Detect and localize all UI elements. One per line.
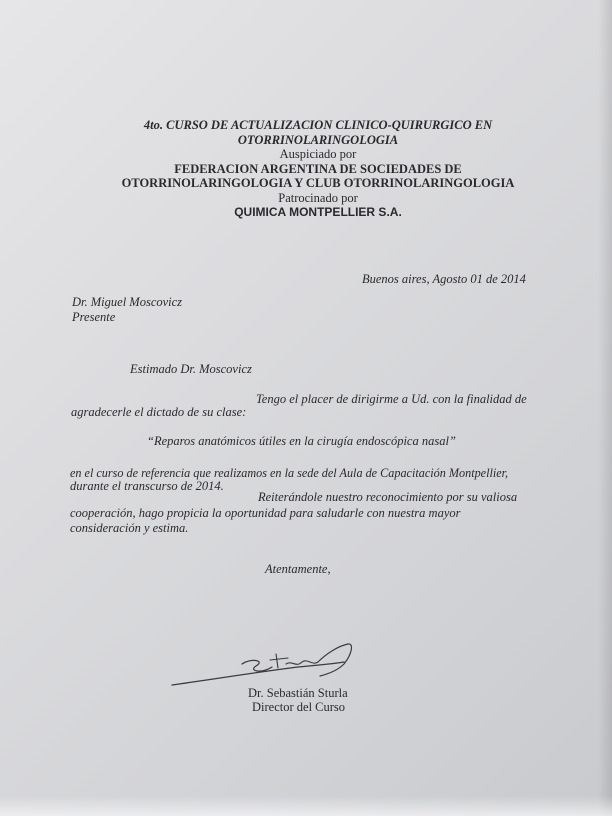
course-title-line1: 4to. CURSO DE ACTUALIZACION CLINICO-QUIRURGICO EN: [143, 118, 493, 132]
class-title: “Reparos anatómicos útiles en la cirugía endoscópica nasal”: [147, 434, 456, 448]
federation-line2: OTORRINOLARINGOLOGIA Y CLUB OTORRINOLARINGOLOGIA: [121, 176, 515, 190]
body-p3-line2: cooperación, hago propicia la oportunidad para saludarle con nuestra mayor: [70, 506, 461, 520]
body-p3-line3: consideración y estima.: [70, 521, 189, 535]
patron-name: QUIMICA MONTPELLIER S.A.: [234, 205, 402, 219]
signatory-title: Director del Curso: [252, 700, 346, 714]
body-p2-line2: durante el transcurso de 2014.: [70, 479, 224, 493]
recipient-presente: Presente: [72, 310, 116, 324]
letterhead: [118, 118, 518, 220]
letter-date: Buenos aires, Agosto 01 de 2014: [362, 272, 526, 286]
body-p3-line1: Reiterándole nuestro reconocimiento por su valiosa: [258, 490, 518, 504]
recipient-name: Dr. Miguel Moscovicz: [72, 295, 183, 309]
signatory-name: Dr. Sebastián Sturla: [248, 686, 348, 700]
sponsor-label: Auspiciado por: [279, 147, 357, 161]
salutation: Estimado Dr. Moscovicz: [130, 362, 252, 376]
course-title-line2: OTORRINOLARINGOLOGIA: [237, 132, 399, 147]
body-p1-line1: Tengo el placer de dirigirme a Ud. con la finalidad de: [256, 392, 527, 406]
handwritten-signature: [168, 640, 368, 692]
closing: Atentamente,: [265, 562, 331, 576]
body-p2-line1: en el curso de referencia que realizamos en la sede del Aula de Capacitación Montpellier,: [70, 466, 509, 480]
paper-bottom-edge: [0, 796, 612, 816]
patron-label: Patrocinado por: [278, 190, 358, 205]
paper-edge-shadow: [598, 0, 612, 816]
body-p1-line2: agradecerle el dictado de su clase:: [71, 405, 247, 419]
federation-line1: FEDERACION ARGENTINA DE SOCIEDADES DE: [174, 161, 462, 176]
